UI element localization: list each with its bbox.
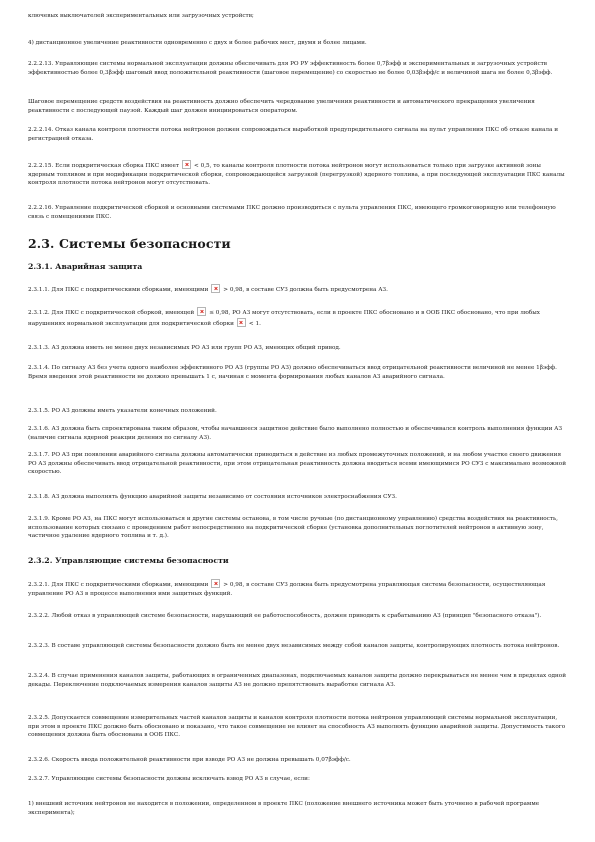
paragraph: 2.3.1.9. Кроме РО АЗ, на ПКС могут использоваться и другие системы останова, в том числе ручные (по дистанционному управлению) средства воздействия на реактивность, использование которых связано с проведением работ непосредственно на подкритической сборке (установка дополнительных поглотителей нейтронов в активную зону, частичное удаление ядерного топлива и т. д.). bbox=[28, 516, 558, 540]
paragraph: 2.3.2.2. Любой отказ в управляющей системе безопасности, нарушающий ее работоспособность, должен приводить к срабатыванию АЗ (принцип "безопасного отказа"). bbox=[28, 613, 542, 619]
paragraph-text: ≤ 0,98, РО АЗ могут отсутствовать, если в проекте ПКС обосновано и в ООБ ПКС обосновано, что при любых нарушениях нормальной эксплуатации для подкритической сборки bbox=[28, 310, 540, 327]
paragraph-text: 2.3.2.1. Для ПКС с подкритическими сборками, имеющими bbox=[28, 582, 209, 588]
subsection-heading: 2.3.2. Управляющие системы безопасности bbox=[28, 556, 229, 565]
paragraph bbox=[28, 579, 566, 598]
section-heading: 2.3. Системы безопасности bbox=[28, 236, 231, 251]
paragraph-text: 2.3.1.2. Для ПКС с подкритической сборкой, имеющей bbox=[28, 310, 195, 316]
paragraph: 2.3.1.4. По сигналу АЗ без учета одного наиболее эффективного РО АЗ (группы РО АЗ) должно обеспечиваться ввод отрицательной реактивности величиной не менее 1βэфф. Время введения этой реактивности не должно превышать 1 с, начиная с момента формирования любых каналов АЗ аварийного сигнала. bbox=[28, 365, 557, 380]
paragraph-text: < 0,5, то каналы контроля плотности потока нейтронов могут использоваться только при загрузке активной зоны ядерным топливом и при модификации подкритической сборки, сопровождающейся загрузкой (перегрузкой) ядерного топлива, а при последующей эксплуатации ПКС каналы контроля плотности потока нейтронов могут отсутствовать. bbox=[28, 163, 565, 187]
paragraph: Шаговое перемещение средств воздействия на реактивность должно обеспечить чередование увеличения реактивности и автоматического прекращения увеличения реактивности с последующей паузой. Каждый шаг должен инициироваться оператором. bbox=[28, 99, 535, 114]
paragraph-text: 2.3.1.1. Для ПКС с подкритическими сборками, имеющими bbox=[28, 287, 209, 293]
missing-image-icon bbox=[211, 284, 220, 293]
paragraph: 2.3.2.6. Скорость ввода положительной реактивности при взводе РО АЗ не должна превышать 0,07βэфф/с. bbox=[28, 757, 351, 763]
paragraph: 2.2.2.14. Отказ канала контроля плотности потока нейтронов должен сопровождаться выработкой предупредительного сигнала на пульт управления ПКС об отказе канала и регистрацией отказа. bbox=[28, 127, 559, 142]
paragraph-text: > 0,98, в составе СУЗ должна быть предусмотрена АЗ. bbox=[223, 287, 388, 293]
paragraph: 2.3.1.5. РО АЗ должны иметь указатели конечных положений. bbox=[28, 408, 217, 414]
paragraph bbox=[28, 160, 566, 188]
missing-image-icon bbox=[182, 160, 191, 169]
paragraph: ключевых выключателей экспериментальных или загрузочных устройств; bbox=[28, 13, 254, 19]
paragraph: 1) внешний источник нейтронов не находится в положении, определенном в проекте ПКС (положение внешнего источника может быть уточнено в рабочей программе эксперимента); bbox=[28, 801, 540, 816]
paragraph: 2.3.2.3. В составе управляющей системы безопасности должно быть не менее двух независимых между собой каналов защиты, контролирующих плотность потока нейтронов. bbox=[28, 643, 560, 649]
paragraph: 2.3.2.4. В случае применения каналов защиты, работающих в ограниченных диапазонах, подключаемых каналов защиты должно перекрываться не менее чем в пределах одной декады. Переключение подключаемых измерения каналов защиты АЗ не должно препятствовать выработке сигнала АЗ. bbox=[28, 673, 566, 688]
paragraph: 2.3.1.8. АЗ должна выполнять функцию аварийной защиты независимо от состояния источников электроснабжения СУЗ. bbox=[28, 494, 397, 500]
missing-image-icon bbox=[211, 579, 220, 588]
paragraph-text: 2.2.2.15. Если подкритическая сборка ПКС имеет bbox=[28, 163, 180, 169]
paragraph: 2.3.2.7. Управляющие системы безопасности должны исключать взвод РО АЗ в случае, если: bbox=[28, 776, 310, 782]
paragraph-text: < 1. bbox=[248, 320, 261, 327]
missing-image-icon bbox=[197, 307, 206, 316]
paragraph: 2.2.2.16. Управление подкритической сборкой и основными системами ПКС должно производиться с пульта управления ПКС, имеющего громкоговорящую или телефонную связь с помещениями ПКС. bbox=[28, 205, 556, 220]
paragraph bbox=[28, 307, 566, 328]
paragraph: 2.3.2.5. Допускается совмещение измерительных частей каналов защиты и каналов контроля плотности потока нейтронов управляющей системы нормальной эксплуатации, при этом в проекте ПКС должно быть обосновано и показано, что такое совмещение не влияет на способность АЗ выполнять функцию аварийной защиты. Допустимость такого совмещения должна быть обоснована в ООБ ПКС. bbox=[28, 715, 566, 739]
subsection-heading: 2.3.1. Аварийная защита bbox=[28, 262, 143, 271]
paragraph: 2.3.1.6. АЗ должна быть спроектирована таким образом, чтобы начавшееся защитное действие было выполнено полностью и обеспечивался контроль выполнения функции АЗ (наличие сигнала ядерной реакции деления по сигналу АЗ). bbox=[28, 426, 563, 441]
paragraph: 4) дистанционное увеличение реактивности одновременно с двух и более рабочих мест, двумя и более лицами. bbox=[28, 40, 367, 46]
paragraph bbox=[28, 284, 566, 295]
paragraph: 2.3.1.7. РО АЗ при появлении аварийного сигнала должны автоматически приводиться в действие из любых промежуточных положений, и на любом участке своего движения РО АЗ должны обеспечивать ввод отрицательной реактивности, при этом отрицательная реактивность должна вводиться всеми имеющимися РО СУЗ с максимально возможной скоростью. bbox=[28, 452, 566, 476]
missing-image-icon bbox=[237, 318, 246, 327]
paragraph-text: > 0,98, в составе СУЗ должна быть предусмотрена управляющая система безопасности, осуществляющая управление РО АЗ в процессе выполнения ими защитных функций. bbox=[28, 582, 546, 597]
paragraph: 2.2.2.13. Управляющие системы нормальной эксплуатации должны обеспечивать для РО РУ эффективность более 0,7βэфф и экспериментальных и загрузочных устройств эффективностью более 0,3βэфф шаговый ввод положительной реактивности (шаговое перемещение) со скоростью не более 0,03βэфф/с и величиной шага не более 0,3βэфф. bbox=[28, 61, 553, 76]
paragraph: 2.3.1.3. АЗ должна иметь не менее двух независимых РО АЗ или групп РО АЗ, имеющих общий привод. bbox=[28, 345, 341, 351]
